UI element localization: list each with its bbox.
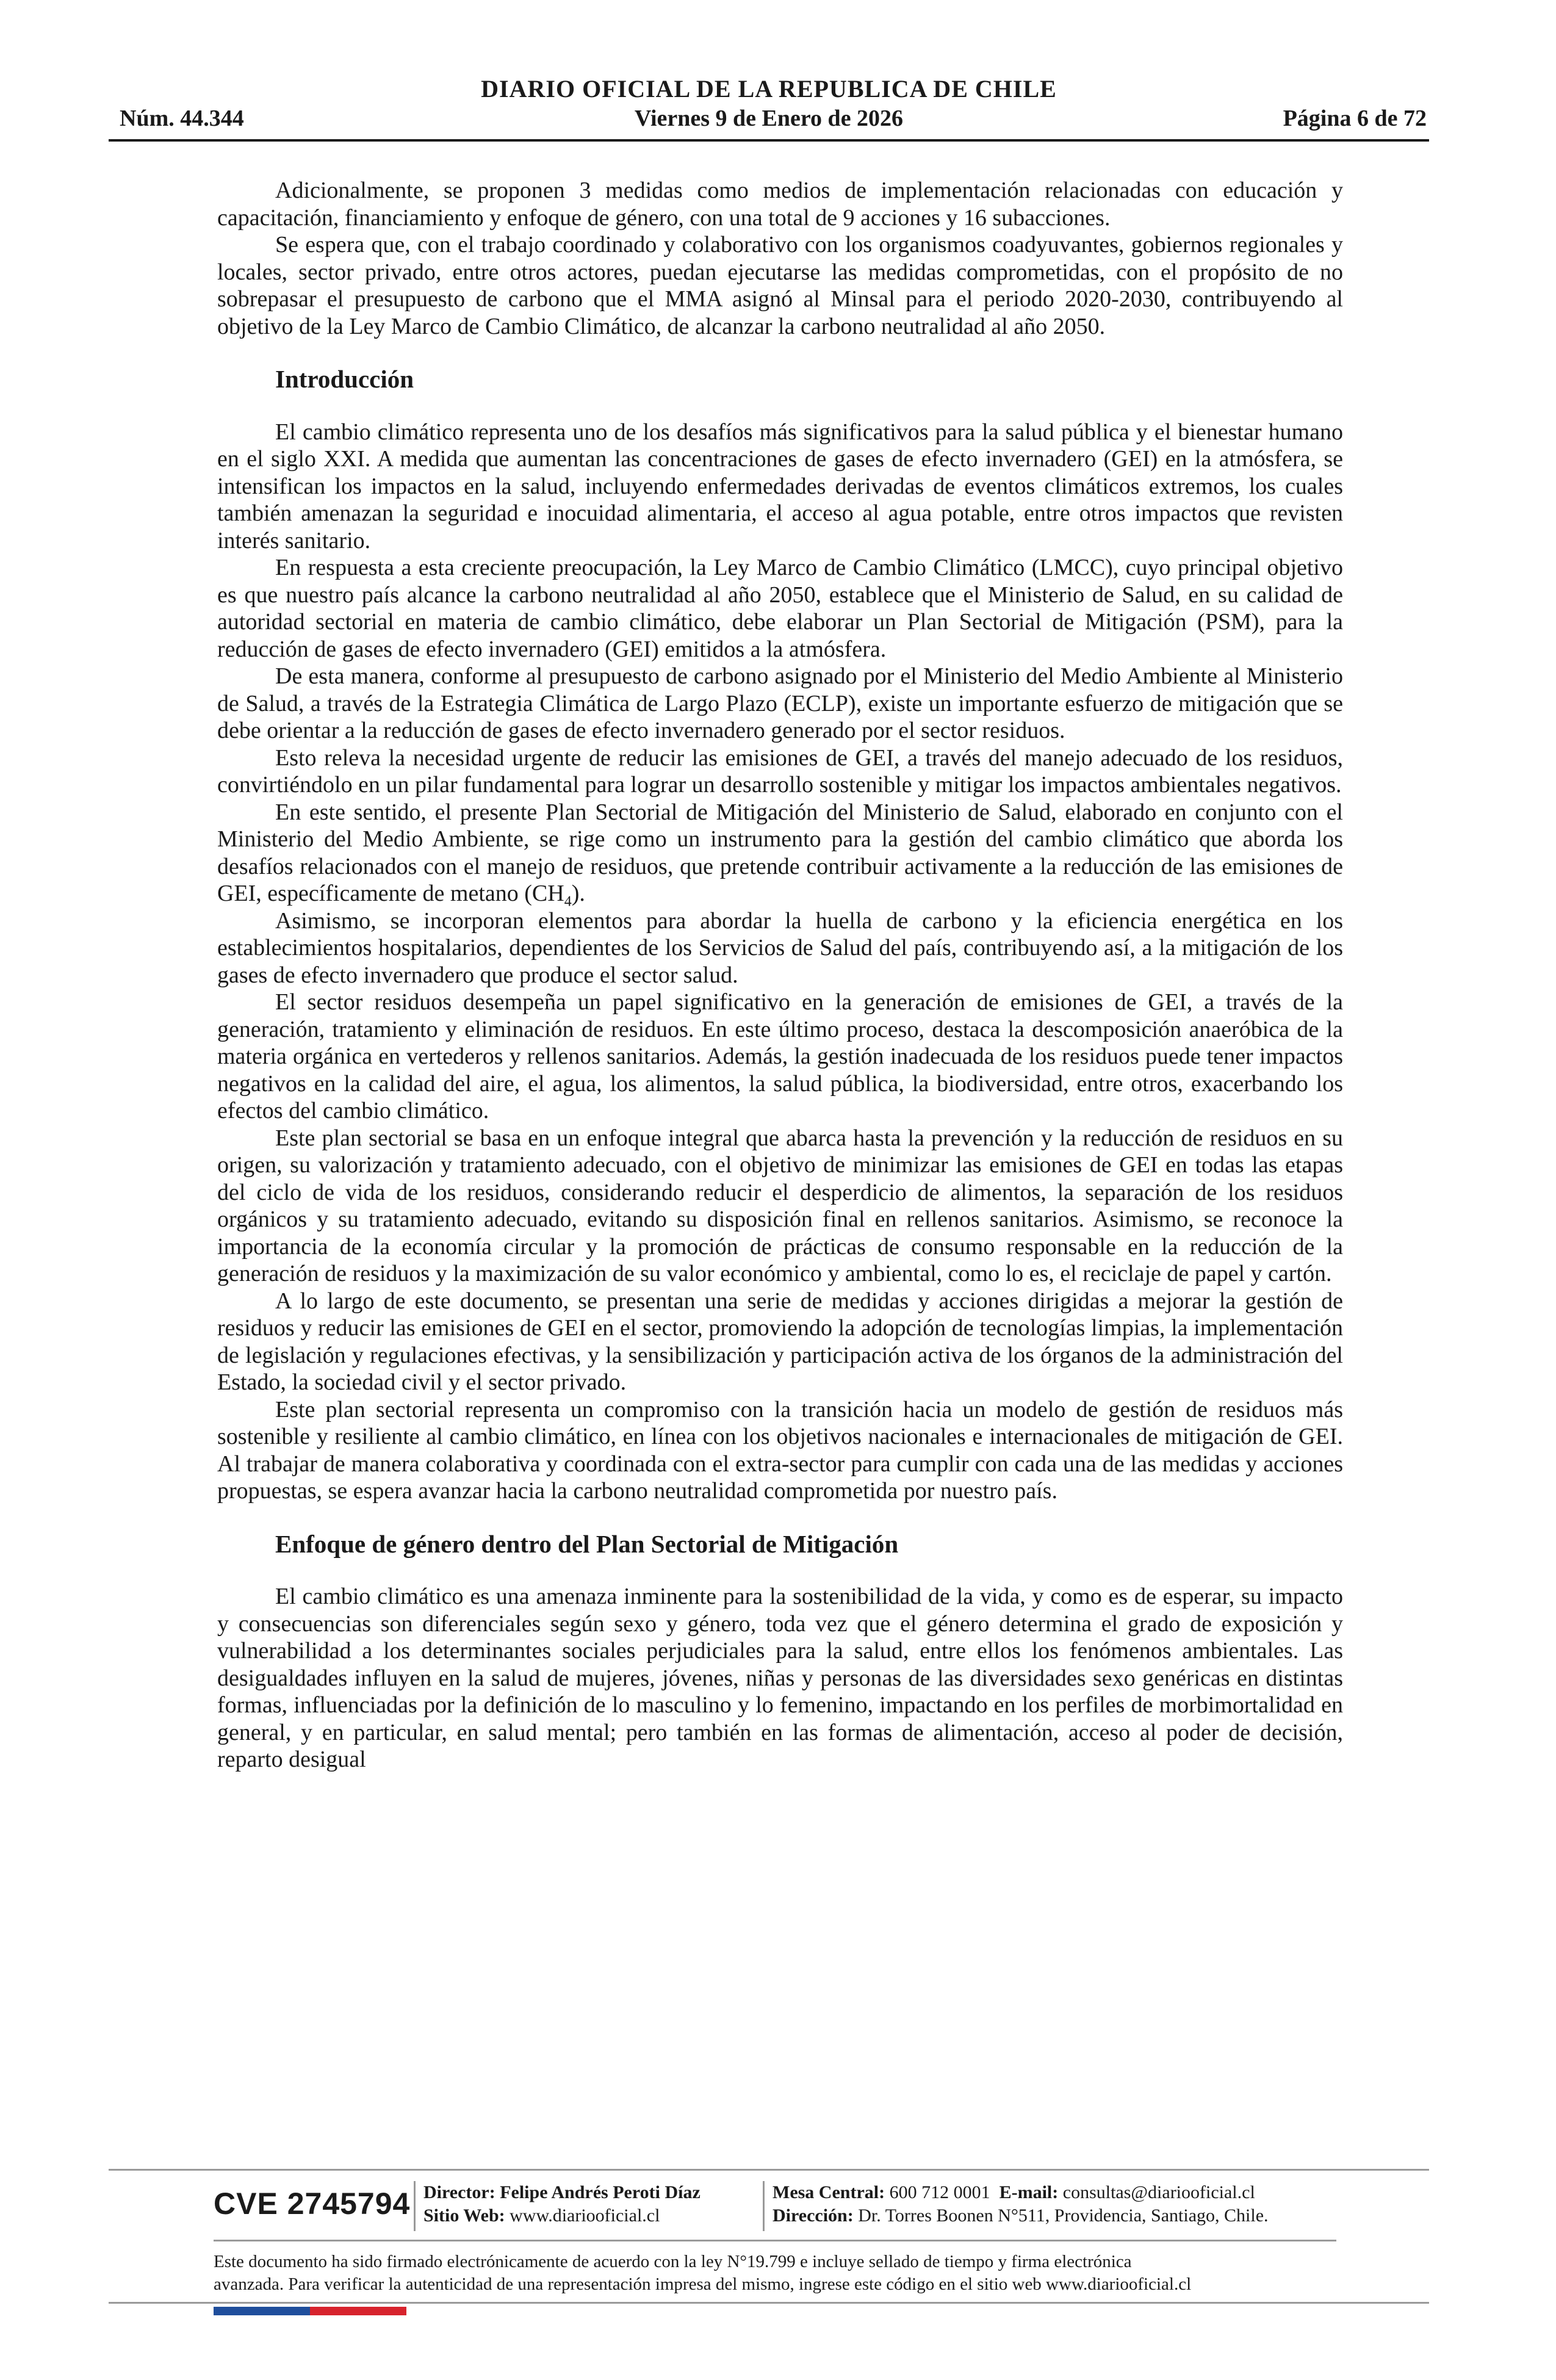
footer-separator: [414, 2181, 416, 2231]
document-body: [217, 177, 1343, 1773]
footer-separator: [763, 2181, 765, 2231]
flag-red-segment: [310, 2307, 406, 2315]
paragraph: El cambio climático es una amenaza inminente para la sostenibilidad de la vida, y como es de esperar, su impacto y consecuencias son diferenciales según sexo y género, toda vez que el género determina el grado de exposición y vulnerabilidad a los determinantes sociales perjudiciales para la salud, entre ellos los fenómenos ambientales. Las desigualdades influyen en la salud de mujeres, jóvenes, niñas y personas de las diversidades sexo genéricas en distintas formas, influenciadas por la definición de lo masculino y lo femenino, impactando en los perfiles de morbimortalidad en general, y en particular, en salud mental; pero también en las formas de alimentación, acceso al poder de decisión, reparto desigual: [217, 1584, 1343, 1772]
paragraph: En respuesta a esta creciente preocupación, la Ley Marco de Cambio Climático (LMCC), cuyo principal objetivo es que nuestro país alcance la carbono neutralidad al año 2050, establece que el Ministerio de Salud, en su calidad de autoridad sectorial en materia de cambio climático, debe elaborar un Plan Sectorial de Mitigación (PSM), para la reducción de gases de efecto invernadero (GEI) emitidos a la atmósfera.: [217, 555, 1343, 662]
section-heading-introduccion: Introducción: [275, 365, 414, 393]
email-label: E-mail:: [999, 2182, 1059, 2202]
paragraph: Adicionalmente, se proponen 3 medidas como medios de implementación relacionadas con educación y capacitación, financiamiento y enfoque de género, con una total de 9 acciones y 16 subacciones.: [217, 178, 1343, 231]
newspaper-title: DIARIO OFICIAL DE LA REPUBLICA DE CHILE: [481, 75, 1057, 103]
paragraph: El sector residuos desempeña un papel significativo en la generación de emisiones de GEI, a través de la generación, tratamiento y eliminación de residuos. En este último proceso, destaca la descomposición anaeróbica de la materia orgánica en vertederos y rellenos sanitarios. Además, la gestión inadecuada de los residuos puede tener impactos negativos en la calidad del aire, el agua, los alimentos, la salud pública, la biodiversidad, entre otros, exacerbando los efectos del cambio climático.: [217, 989, 1343, 1123]
paragraph: Esto releva la necesidad urgente de reducir las emisiones de GEI, a través del manejo adecuado de los residuos, convirtiéndolo en un pilar fundamental para lograr un desarrollo sostenible y mitigar los impactos ambientales negativos.: [217, 745, 1343, 798]
director-name: Felipe Andrés Peroti Díaz: [500, 2182, 701, 2202]
website-label: Sitio Web:: [423, 2205, 505, 2226]
footer-divider: [109, 2169, 1429, 2171]
paragraph: A lo largo de este documento, se presentan una serie de medidas y acciones dirigidas a mejorar la gestión de residuos y reducir las emisiones de GEI en el sector, promoviendo la adopción de tecnologías limpias, la implementación de legislación y regulaciones efectivas, y la sensibilización y participación activa de los órganos de la administración del Estado, la sociedad civil y el sector privado.: [217, 1288, 1343, 1395]
page-footer: [214, 2179, 1349, 2240]
legal-line: Este documento ha sido firmado electrónicamente de acuerdo con la ley N°19.799 e incluye sellado de tiempo y firma electrónica: [214, 2252, 1132, 2271]
issue-number: Núm. 44.344: [120, 106, 244, 131]
director-line: [423, 2181, 701, 2204]
page-header: [109, 73, 1429, 145]
paragraph: Este plan sectorial se basa en un enfoque integral que abarca hasta la prevención y la reducción de residuos en su origen, su valorización y tratamiento adecuado, con el objetivo de minimizar las emisiones de GEI en todas las etapas del ciclo de vida de los residuos, considerando reducir el desperdicio de alimentos, la separación de los residuos orgánicos y su tratamiento adecuado, evitando su disposición final en rellenos sanitarios. Asimismo, se reconoce la importancia de la economía circular y la promoción de prácticas de consumo responsable en la reducción de la generación de residuos y la maximización de su valor económico y ambiental, como lo es, el reciclaje de papel y cartón.: [217, 1125, 1343, 1286]
footer-divider: [109, 2302, 1429, 2304]
website-line: [423, 2204, 701, 2227]
header-divider: [109, 139, 1429, 142]
legal-notice: [214, 2251, 1349, 2296]
paragraph: [217, 799, 1343, 910]
paragraph: Asimismo, se incorporan elementos para abordar la huella de carbono y la eficiencia energética en los establecimientos hospitalarios, dependientes de los Servicios de Salud del país, contribuyendo así, a la mitigación de los gases de efecto invernadero que produce el sector salud.: [217, 907, 1343, 988]
paragraph-text: En este sentido, el presente Plan Sectorial de Mitigación del Ministerio de Salud, elaborado en conjunto con el Ministerio del Medio Ambiente, se rige como un instrumento para la gestión del cambio climático que aborda los desafíos relacionados con el manejo de residuos, que pretende contribuir activamente a la reducción de las emisiones de GEI, específicamente de metano (CH: [217, 799, 1343, 906]
page-number: Página 6 de 72: [1283, 106, 1427, 131]
phone-label: Mesa Central:: [773, 2182, 885, 2202]
issue-date: Viernes 9 de Enero de 2026: [634, 106, 904, 131]
paragraph: De esta manera, conforme al presupuesto de carbono asignado por el Ministerio del Medio Ambiente al Ministerio de Salud, a través de la Estrategia Climática de Largo Plazo (ECLP), existe un importante esfuerzo de mitigación que se debe orientar a la reducción de gases de efecto invernadero generado por el sector residuos.: [217, 663, 1343, 743]
section-heading-enfoque-genero: Enfoque de género dentro del Plan Sectorial de Mitigación: [275, 1529, 899, 1558]
paragraph: Este plan sectorial representa un compromiso con la transición hacia un modelo de gestión de residuos más sostenible y resiliente al cambio climático, en línea con los objetivos nacionales e internacionales de mitigación de GEI. Al trabajar de manera colaborativa y coordinada con el extra-sector para cumplir con cada una de las medidas y acciones propuestas, se espera avanzar hacia la carbono neutralidad comprometida por nuestro país.: [217, 1396, 1343, 1504]
phone-value: 600 712 0001: [889, 2182, 990, 2202]
flag-stripe: [214, 2307, 406, 2315]
phone-email-line: [773, 2181, 1269, 2204]
legal-line: avanzada. Para verificar la autenticidad de una representación impresa del mismo, ingrese este código en el sitio web www.diariooficial.cl: [214, 2274, 1192, 2294]
address-value: Dr. Torres Boonen N°511, Providencia, Santiago, Chile.: [858, 2205, 1269, 2226]
subscript: 4: [564, 893, 572, 910]
footer-divider: [214, 2240, 1336, 2241]
paragraph: El cambio climático representa uno de los desafíos más significativos para la salud pública y el bienestar humano en el siglo XXI. A medida que aumentan las concentraciones de gases de efecto invernadero (GEI) en la atmósfera, se intensifican los impactos en la salud, incluyendo enfermedades derivadas de eventos climáticos extremos, los cuales también amenazan la seguridad e inocuidad alimentaria, el acceso al agua potable, entre otros impactos que revisten interés sanitario.: [217, 419, 1343, 554]
paragraph: Se espera que, con el trabajo coordinado y colaborativo con los organismos coadyuvantes, gobiernos regionales y locales, sector privado, entre otros actores, puedan ejecutarse las medidas comprometidas, con el propósito de no sobrepasar el presupuesto de carbono que el MMA asignó al Minsal para el periodo 2020-2030, contribuyendo al objetivo de la Ley Marco de Cambio Climático, de alcanzar la carbono neutralidad al año 2050.: [217, 232, 1343, 339]
address-label: Dirección:: [773, 2205, 854, 2226]
website-link[interactable]: www.diariooficial.cl: [510, 2205, 660, 2226]
cve-code: CVE 2745794: [214, 2187, 411, 2221]
email-link[interactable]: consultas@diariooficial.cl: [1062, 2182, 1255, 2202]
footer-contact-right: [773, 2181, 1269, 2227]
address-line: [773, 2204, 1269, 2227]
paragraph-text: ).: [571, 881, 585, 906]
director-label: Director:: [423, 2182, 495, 2202]
footer-contact-left: [423, 2181, 701, 2227]
flag-blue-segment: [214, 2307, 310, 2315]
